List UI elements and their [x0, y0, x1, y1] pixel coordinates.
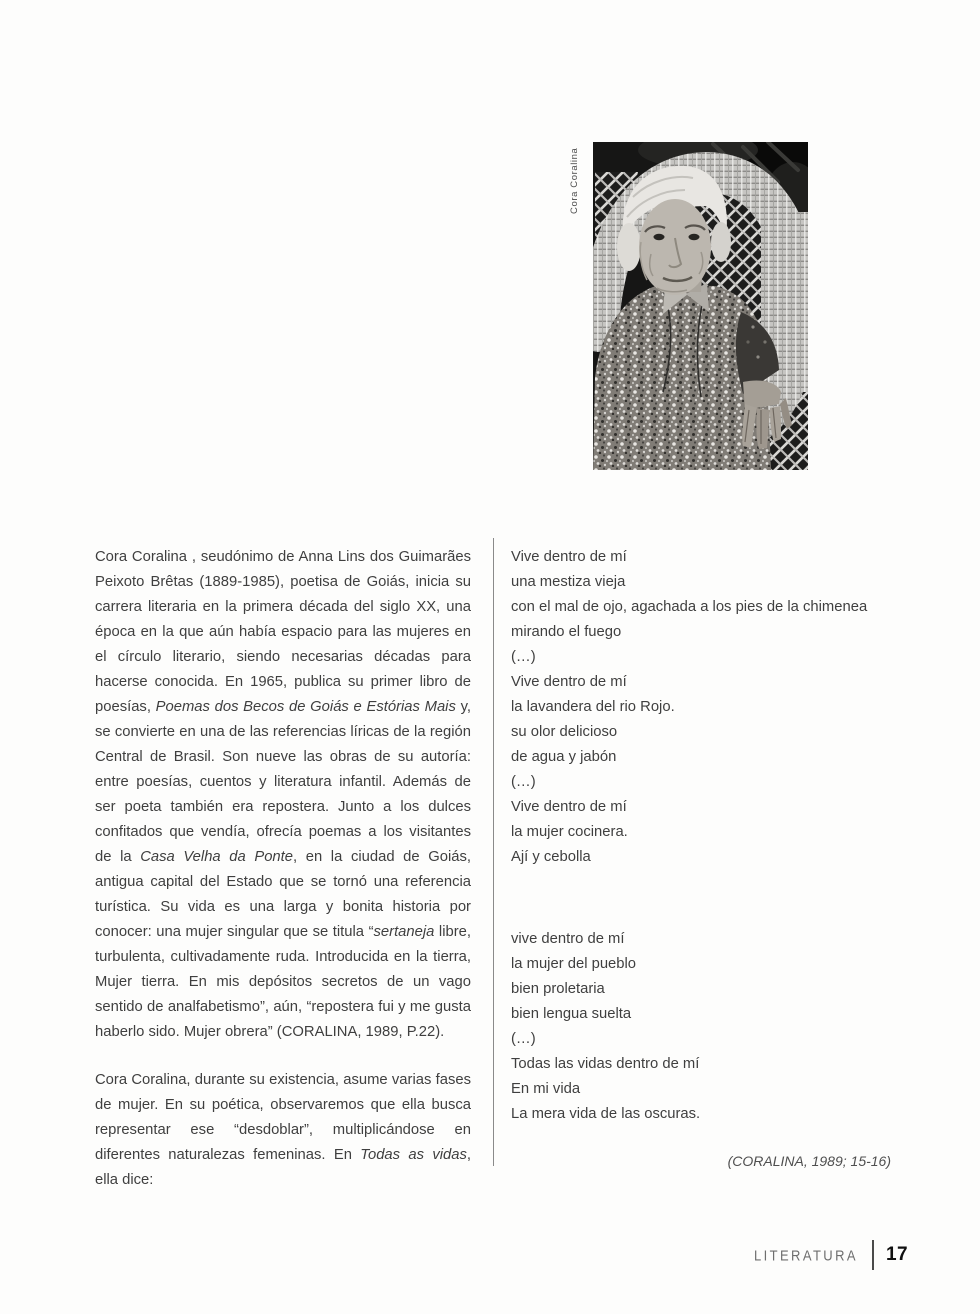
article-column	[95, 545, 471, 1193]
footer-divider-bar	[872, 1240, 874, 1270]
page-footer	[754, 1240, 908, 1270]
paragraph-text: libre, turbulenta, cultivadamente ruda. Introducida en la tierra, Mujer tierra. En mis depósitos secretos de un vago sentido de analfabetismo”, aún, “repostera fui y me gusta haberlo sido. Mujer obrera” (CORALINA, 1989, P.22).	[95, 924, 471, 1040]
paragraph-text: , en la ciudad de Goiás, antigua capital del Estado que se tornó una referencia turística. Su vida es una larga y bonita historia por conocer: una mujer singular que se titula “	[95, 849, 471, 940]
poem-line: Ají y cebolla	[511, 849, 591, 865]
poem-line: Vive dentro de mí	[511, 799, 627, 815]
article-paragraph-2	[95, 1068, 471, 1193]
article-paragraph-1	[95, 545, 471, 1045]
poem-citation: (CORALINA, 1989; 15-16)	[727, 1153, 891, 1169]
poem-line: Vive dentro de mí	[511, 674, 627, 690]
poem-line: vive dentro de mí	[511, 931, 625, 947]
poem-line: (…)	[511, 649, 536, 665]
poem-line: una mestiza vieja	[511, 574, 626, 590]
quoted-word-italic: sertaneja	[373, 924, 435, 940]
poem-line: Todas las vidas dentro de mí	[511, 1056, 700, 1072]
poem-line: La mera vida de las oscuras.	[511, 1106, 701, 1122]
poem-line: la mujer cocinera.	[511, 824, 628, 840]
poem-line: bien lengua suelta	[511, 1006, 632, 1022]
page-number: 17	[885, 1244, 909, 1265]
poem-line: bien proletaria	[511, 981, 605, 997]
poem-line: su olor delicioso	[511, 724, 618, 740]
poem-line: (…)	[511, 1031, 536, 1047]
column-divider-rule	[493, 538, 494, 1166]
poem-stanza-2	[511, 927, 891, 1127]
poem-line: (…)	[511, 774, 536, 790]
poem-line: la lavandera del rio Rojo.	[511, 699, 675, 715]
book-title-italic: Poemas dos Becos de Goiás e Estórias Mais	[155, 699, 456, 715]
paragraph-text: , ella dice:	[95, 1147, 471, 1188]
section-label: LITERATURA	[754, 1246, 858, 1264]
paragraph-text: Cora Coralina, durante su existencia, asume varias fases de mujer. En su poética, observaremos que ella busca representar ese “desdoblar”, multiplicándose en diferentes naturalezas femeninas. En	[95, 1072, 471, 1163]
poem-line: En mi vida	[511, 1081, 581, 1097]
poem-line: de agua y jabón	[511, 749, 617, 765]
cora-coralina-photo	[593, 142, 808, 470]
poem-title-italic: Todas as vidas	[360, 1147, 467, 1163]
poem-line: Vive dentro de mí	[511, 549, 627, 565]
poem-line: con el mal de ojo, agachada a los pies de la chimenea	[511, 599, 868, 615]
paragraph-text: y, se convierte en una de las referencias líricas de la región Central de Brasil. Son nueve las obras de su autoría: entre poesías, cuentos y literatura infantil. Además de ser poeta también era repostera. Junto a los dulces confitados que vendía, ofrecía poemas a los visitantes de la	[95, 699, 471, 865]
poem-line: la mujer del pueblo	[511, 956, 637, 972]
poem-line: mirando el fuego	[511, 624, 622, 640]
portrait-illustration	[593, 142, 808, 470]
photo-caption: Cora Coralina	[569, 147, 580, 214]
place-name-italic: Casa Velha da Ponte	[140, 849, 294, 865]
poem-column	[511, 545, 891, 1174]
paragraph-text: Cora Coralina , seudónimo de Anna Lins dos Guimarães Peixoto Brêtas (1889-1985), poetisa de Goiás, inicia su carrera literaria en la primera década del siglo XX, una época en la que aún había espacio para las mujeres en el círculo literario, siendo necesarias décadas para hacerse conocida. En 1965, publica su primer libro de poesías,	[95, 549, 471, 715]
poem-stanza-1	[511, 545, 891, 870]
